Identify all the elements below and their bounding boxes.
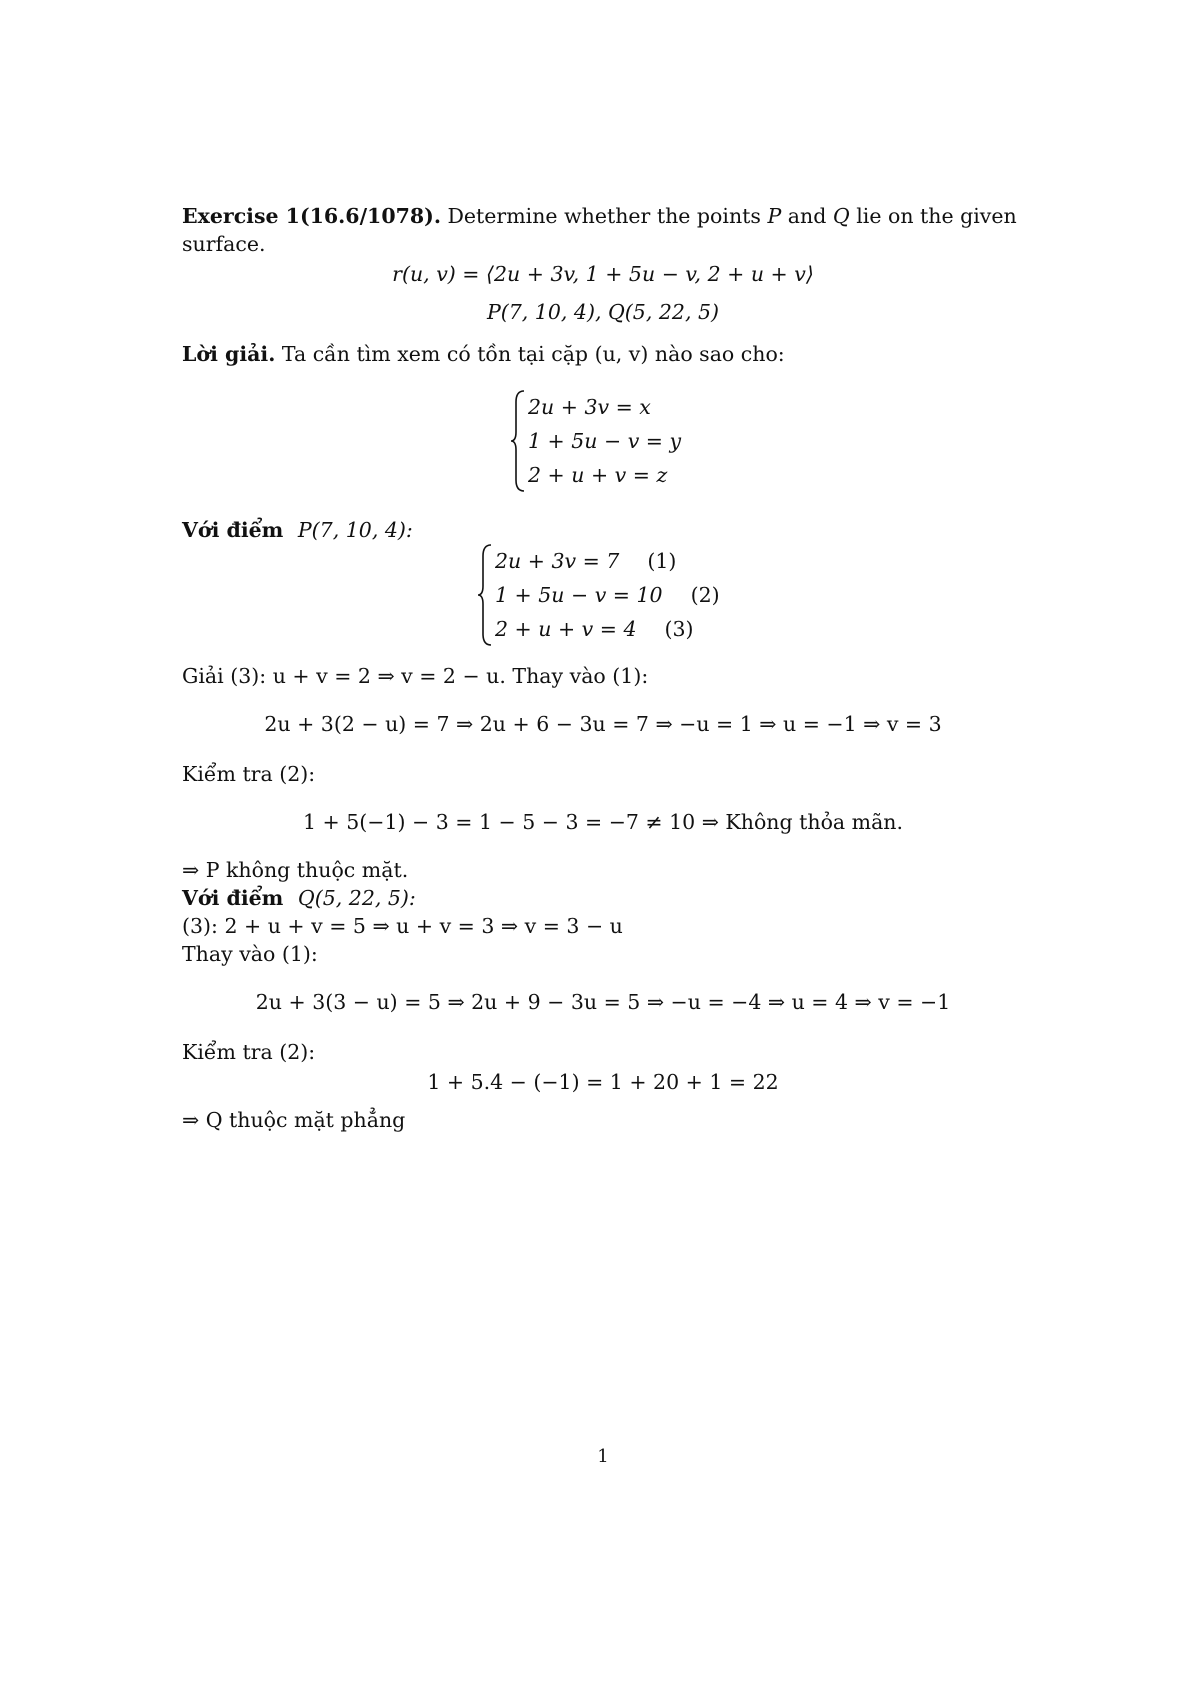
p-conclusion: ⇒ P không thuộc mặt.: [182, 858, 409, 882]
point-p-heading-line: [182, 518, 413, 543]
general-eq-3: 2 + u + v = z: [528, 463, 668, 487]
point-q-heading: Với điểm: [182, 886, 284, 910]
q-substitute-label: Thay vào (1):: [182, 942, 318, 966]
surface-equation: r(u, v) = ⟨2u + 3v, 1 + 5u − v, 2 + u + v⟩: [392, 262, 814, 286]
point-q-var: Q: [832, 204, 850, 228]
general-eq-2: 1 + 5u − v = y: [528, 429, 682, 453]
statement-text: Determine whether the points: [447, 204, 761, 228]
q-conclusion: ⇒ Q thuộc mặt phẳng: [182, 1108, 406, 1132]
q-solve-line: (3): 2 + u + v = 5 ⇒ u + v = 3 ⇒ v = 3 − u: [182, 914, 623, 938]
general-eq-1: 2u + 3v = x: [528, 395, 651, 419]
general-system: [510, 390, 681, 492]
p-check-label: Kiểm tra (2):: [182, 762, 316, 786]
p-eq-2-text: 1 + 5u − v = 10: [495, 583, 663, 607]
solution-intro-line: [182, 342, 785, 367]
solution-heading: Lời giải.: [182, 342, 276, 366]
q-substitution: 2u + 3(3 − u) = 5 ⇒ 2u + 9 − 3u = 5 ⇒ −u = −4 ⇒ u = 4 ⇒ v = −1: [255, 990, 951, 1014]
statement-end: lie on the given: [856, 204, 1017, 228]
p-check-equation: 1 + 5(−1) − 3 = 1 − 5 − 3 = −7 ≠ 10 ⇒ Không thỏa mãn.: [302, 810, 904, 834]
p-eq-1-text: 2u + 3v = 7: [495, 549, 620, 573]
solution-intro: Ta cần tìm xem có tồn tại cặp (u, v) nào sao cho:: [281, 342, 785, 366]
p-eq-3-tag: (3): [664, 617, 694, 641]
point-p-system: [477, 544, 720, 646]
p-substitution: 2u + 3(2 − u) = 7 ⇒ 2u + 6 − 3u = 7 ⇒ −u = 1 ⇒ u = −1 ⇒ v = 3: [264, 712, 942, 736]
p-eq-3: [495, 612, 720, 646]
p-solve-line: Giải (3): u + v = 2 ⇒ v = 2 − u. Thay vào (1):: [182, 664, 649, 688]
exercise-statement: [182, 204, 1017, 229]
given-points: P(7, 10, 4), Q(5, 22, 5): [486, 300, 720, 324]
left-brace-icon: [510, 390, 526, 492]
point-q-heading-line: [182, 886, 416, 911]
page-number: 1: [597, 1446, 609, 1467]
and-word: and: [787, 204, 827, 228]
exercise-heading: Exercise 1(16.6/1078).: [182, 204, 441, 228]
point-p-var: P: [767, 204, 782, 228]
p-eq-1: [495, 544, 720, 578]
p-eq-3-text: 2 + u + v = 4: [495, 617, 637, 641]
q-check-label: Kiểm tra (2):: [182, 1040, 316, 1064]
q-check-equation: 1 + 5.4 − (−1) = 1 + 20 + 1 = 22: [427, 1070, 779, 1094]
point-p-heading: Với điểm: [182, 518, 284, 542]
statement-line-2: surface.: [182, 232, 266, 256]
left-brace-icon: [477, 544, 493, 646]
p-eq-1-tag: (1): [647, 549, 677, 573]
p-eq-2: [495, 578, 720, 612]
point-p-label: P(7, 10, 4):: [297, 518, 413, 542]
point-q-label: Q(5, 22, 5):: [297, 886, 416, 910]
p-eq-2-tag: (2): [690, 583, 720, 607]
